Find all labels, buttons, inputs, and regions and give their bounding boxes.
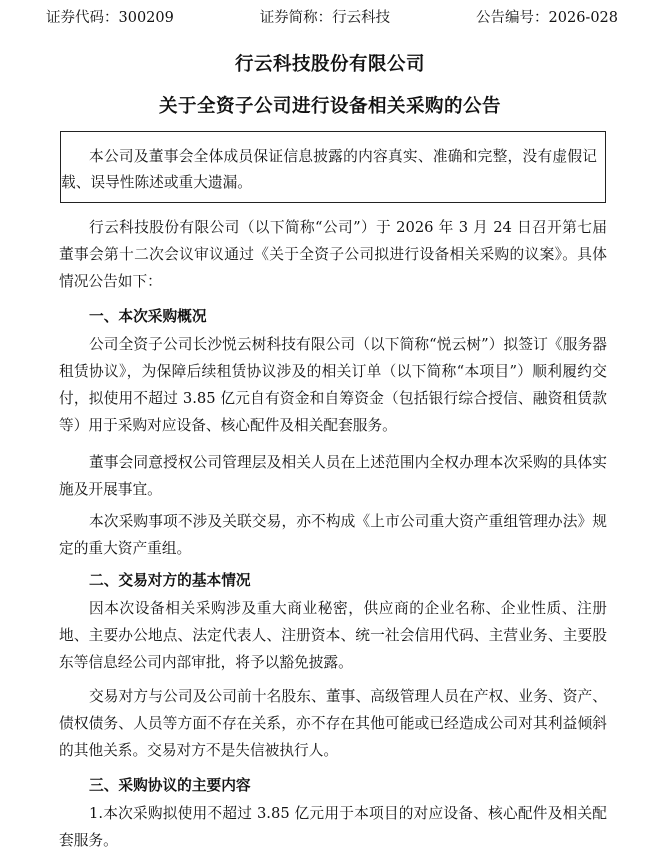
company-title: 行云科技股份有限公司 — [234, 54, 425, 75]
disclaimer-box — [60, 131, 606, 203]
intro-paragraph: 行云科技股份有限公司（以下简称“公司”）于 2026 年 3 月 24 日召开第七届董事会第十二次会议审议通过《关于全资子公司拟进行设备相关采购的议案》。具体情况公告如下： — [59, 219, 607, 290]
document-header — [46, 6, 618, 27]
disclaimer-text: 本公司及董事会全体成员保证信息披露的内容真实、准确和完整，没有虚假记载、误导性陈述或重大遗漏。 — [61, 148, 597, 191]
section-1-paragraph-1: 公司全资子公司长沙悦云树科技有限公司（以下简称“悦云树”）拟签订《服务器租赁协议》，为保障后续租赁协议涉及的相关订单（以下简称“本项目”）顺利履约交付，拟使用不超过 3.85 亿元自有资金和自筹资金（包括银行综合授信、融资租赁款等）用于采购对应设备、核心配件及相关配套服务。 — [59, 336, 607, 434]
section-1-paragraph-3: 本次采购事项不涉及关联交易，亦不构成《上市公司重大资产重组管理办法》规定的重大资产重组。 — [59, 513, 607, 557]
section-3-paragraph-1: 1.本次采购拟使用不超过 3.85 亿元用于本项目的对应设备、核心配件及相关配套服务。 — [59, 805, 607, 849]
section-1-paragraph-2: 董事会同意授权公司管理层及相关人员在上述范围内全权办理本次采购的具体实施及开展事宜。 — [59, 454, 607, 498]
notice-number: 公告编号：2026-028 — [476, 10, 618, 26]
section-2-paragraph-2: 交易对方与公司及公司前十名股东、董事、高级管理人员在产权、业务、资产、债权债务、人员等方面不存在关系，亦不存在其他可能或已经造成公司对其利益倾斜的其他关系。交易对方不是失信被执行人。 — [59, 688, 607, 759]
section-heading-1: 一、本次采购概况 — [89, 308, 207, 325]
stock-code: 证券代码：300209 — [46, 10, 174, 26]
section-heading-2: 二、交易对方的基本情况 — [89, 572, 251, 589]
section-heading-3: 三、采购协议的主要内容 — [89, 777, 251, 794]
section-2-paragraph-1: 因本次设备相关采购涉及重大商业秘密，供应商的企业名称、企业性质、注册地、主要办公地点、法定代表人、注册资本、统一社会信用代码、主营业务、主要股东等信息经公司内部审批，将予以豁免披露。 — [59, 600, 607, 671]
stock-abbreviation: 证券简称：行云科技 — [259, 10, 391, 26]
notice-title: 关于全资子公司进行设备相关采购的公告 — [158, 96, 501, 117]
